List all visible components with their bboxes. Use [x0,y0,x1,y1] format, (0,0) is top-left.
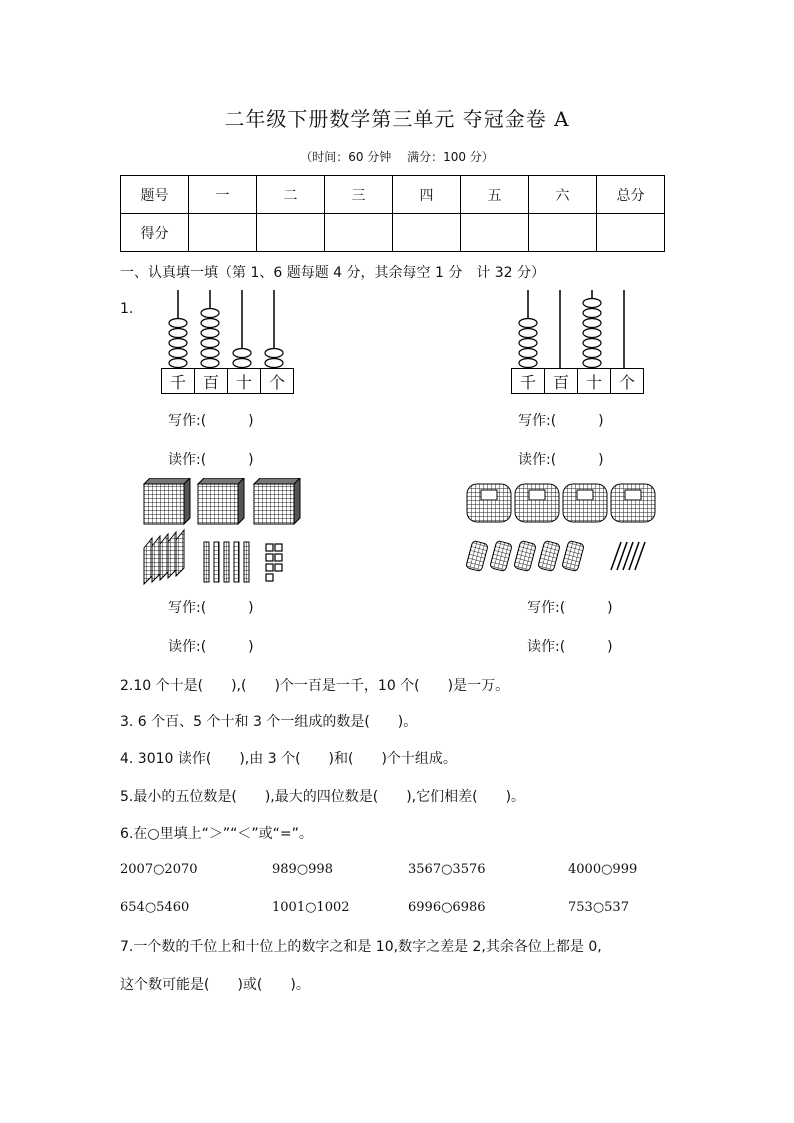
hundred-flats [144,530,184,584]
abacus-bead [519,319,537,328]
place-label: 千 [519,372,536,392]
abacus-bead [201,309,219,318]
abacus-bead [233,359,251,368]
unit-cubes [266,544,282,581]
abacus-bead [169,359,187,368]
compare-item[interactable]: 2007○2070 [120,862,198,877]
question-7-line1: 7.一个数的千位上和十位上的数字之和是 10,数字之差是 2,其余各位上都是 0, [120,939,602,955]
score-input-cell[interactable] [189,214,257,252]
compare-item[interactable]: 1001○1002 [272,900,350,915]
exam-info: （时间：60 分钟 满分：100 分） [300,150,494,164]
abacus-bead [169,339,187,348]
page-title: 二年级下册数学第三单元 夺冠金卷 A [224,107,570,131]
place-label: 百 [544,369,577,393]
compare-item[interactable]: 4000○999 [568,862,638,877]
abacus-bead [583,349,601,358]
score-input-cell[interactable] [325,214,393,252]
table-cell: 四 [393,176,461,214]
abacus-bead [583,339,601,348]
abacus-bead [201,339,219,348]
abacus-bead [519,349,537,358]
table-cell: 三 [325,176,393,214]
abacus-bead [201,329,219,338]
compare-item[interactable]: 3567○3576 [408,862,486,877]
read-answer-blank[interactable]: 读作:( ) [527,639,613,655]
question-5: 5.最小的五位数是( ),最大的四位数是( ),它们相差( )。 [120,789,526,805]
abacus-bead [583,359,601,368]
abacus-bead [583,299,601,308]
score-table-row-header [121,176,665,214]
abacus-bead [169,349,187,358]
abacus-bead [265,349,283,358]
question-number: 1. [120,301,134,317]
place-value-labels-right [511,368,644,394]
single-sticks [611,542,645,570]
table-cell: 题号 [121,176,189,214]
question-4: 4. 3010 读作( ),由 3 个( )和( )个十组成。 [120,751,457,767]
question-3: 3. 6 个百、5 个十和 3 个一组成的数是( )。 [120,714,418,730]
place-label: 个 [610,369,643,393]
score-input-cell[interactable] [461,214,529,252]
abacus-right [510,290,650,368]
write-answer-blank[interactable]: 写作:( ) [168,413,254,429]
place-label: 百 [194,369,227,393]
place-label: 十 [577,369,610,393]
read-answer-blank[interactable]: 读作:( ) [168,452,254,468]
write-answer-blank[interactable]: 写作:( ) [168,600,254,616]
place-label: 个 [260,369,293,393]
question-7-line2: 这个数可能是( )或( )。 [120,977,310,993]
ten-bundles [466,540,585,571]
place-value-labels-left [161,368,294,394]
hundred-bundles [467,484,655,522]
place-label: 千 [169,372,186,392]
abacus-bead [201,319,219,328]
write-answer-blank[interactable]: 写作:( ) [518,413,604,429]
abacus-bead [169,329,187,338]
question-2: 2.10 个十是( ),( )个一百是一千，10 个( )是一万。 [120,678,510,694]
score-input-cell[interactable] [529,214,597,252]
compare-item[interactable]: 753○537 [568,900,629,915]
table-cell: 一 [189,176,257,214]
abacus-bead [583,309,601,318]
abacus-bead [519,329,537,338]
compare-item[interactable]: 6996○6986 [408,900,486,915]
table-cell: 二 [257,176,325,214]
score-input-cell[interactable] [597,214,665,252]
table-cell: 六 [529,176,597,214]
table-cell: 五 [461,176,529,214]
abacus-left [160,290,300,368]
abacus-bead [169,319,187,328]
compare-item[interactable]: 989○998 [272,862,333,877]
abacus-bead [583,319,601,328]
abacus-bead [201,359,219,368]
place-label: 十 [227,369,260,393]
abacus-bead [519,339,537,348]
score-table [120,175,665,252]
thousand-cubes [144,478,300,524]
table-cell: 得分 [121,214,189,252]
abacus-bead [583,329,601,338]
score-input-cell[interactable] [257,214,325,252]
abacus-bead [519,359,537,368]
write-answer-blank[interactable]: 写作:( ) [527,600,613,616]
section-heading: 一、认真填一填（第 1、6 题每题 4 分，其余每空 1 分 计 32 分） [120,265,546,281]
score-input-cell[interactable] [393,214,461,252]
question-6: 6.在○里填上“＞”“＜”或“=”。 [120,826,313,842]
read-answer-blank[interactable]: 读作:( ) [518,452,604,468]
ten-rods [204,542,249,582]
read-answer-blank[interactable]: 读作:( ) [168,639,254,655]
base-ten-blocks-picture [138,478,313,588]
abacus-bead [233,349,251,358]
score-table-row-scores [121,214,665,252]
compare-item[interactable]: 654○5460 [120,900,190,915]
abacus-bead [201,349,219,358]
stick-bundles-picture [465,480,660,575]
table-cell: 总分 [597,176,665,214]
abacus-bead [265,359,283,368]
